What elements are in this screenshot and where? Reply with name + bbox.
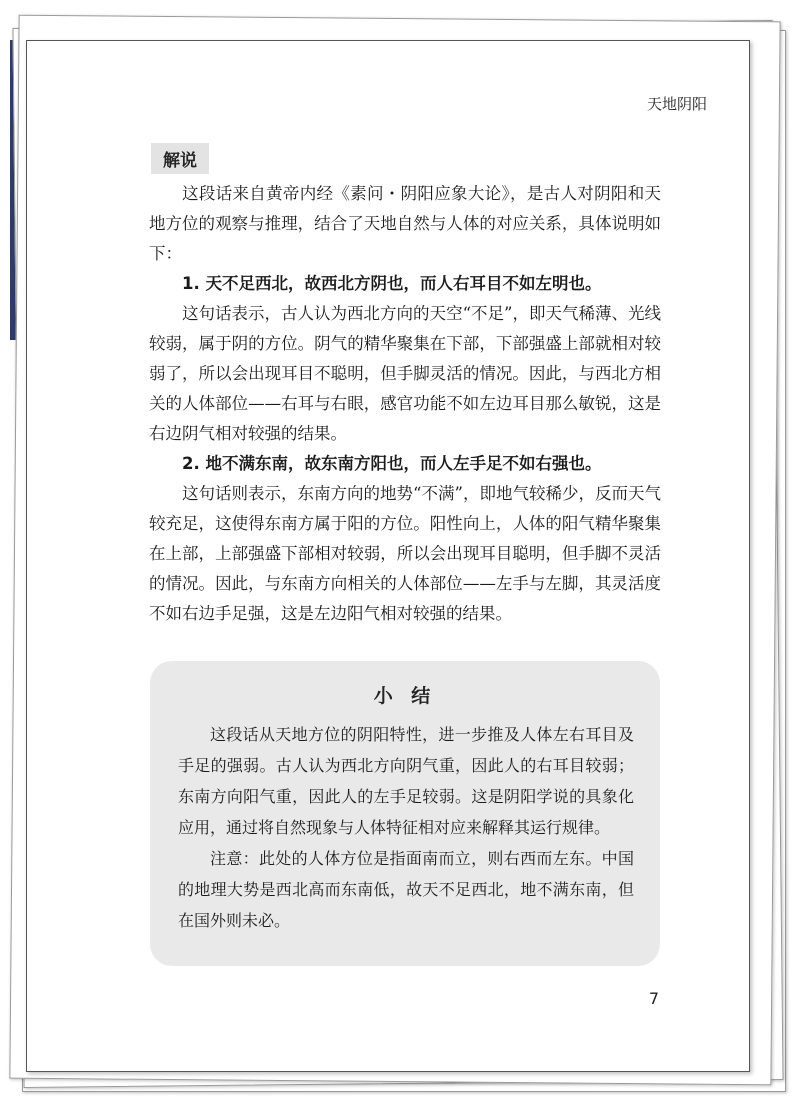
running-header: 天地阴阳 (646, 95, 707, 113)
page-number: 7 (648, 989, 659, 1008)
summary-paragraph: 注意：此处的人体方位是指面南而立，则右西而左东。中国的地理大势是西北高而东南低，故天不足西北，地不满东南，但在国外则未必。 (178, 849, 634, 930)
summary-body (178, 719, 634, 936)
summary-title: 小 结 (373, 685, 437, 707)
paragraph: 这句话表示，古人认为西北方向的天空“不足”，即天气稀薄、光线较弱，属于阴的方位。阴气的精华聚集在下部，下部强盛上部就相对较弱了，所以会出现耳目不聪明，但手脚灵活的情况。因此，与西北方相关的人体部位——右耳与右眼，感官功能不如左边耳目那么敏锐，这是右边阴气相对较强的结果。 (149, 304, 661, 443)
explanation-tag: 解说 (151, 143, 209, 174)
point-heading-2: 2. 地不满东南，故东南方阳也，而人左手足不如右强也。 (182, 454, 602, 473)
summary-box (150, 661, 660, 966)
paragraph: 这段话来自黄帝内经《素问・阴阳应象大论》，是古人对阴阳和天地方位的观察与推理，结合了天地自然与人体的对应关系，具体说明如下： (149, 184, 661, 263)
paragraph: 这句话则表示，东南方向的地势“不满”，即地气较稀少，反而天气较充足，这使得东南方属于阳的方位。阳性向上，人体的阳气精华聚集在上部，上部强盛下部相对较弱，所以会出现耳目聪明，但手脚不灵活的情况。因此，与东南方向相关的人体部位——左手与左脚，其灵活度不如右边手足强，这是左边阳气相对较强的结果。 (149, 484, 661, 623)
summary-paragraph: 这段话从天地方位的阴阳特性，进一步推及人体左右耳目及手足的强弱。古人认为西北方向阴气重，因此人的右耳目较弱；东南方向阳气重，因此人的左手足较弱。这是阴阳学说的具象化应用，通过将自然现象与人体特征相对应来解释其运行规律。 (178, 725, 634, 837)
point-heading-1: 1. 天不足西北，故西北方阴也，而人右耳目不如左明也。 (182, 274, 602, 293)
explanation-body (149, 179, 661, 629)
book-page (26, 40, 750, 1072)
